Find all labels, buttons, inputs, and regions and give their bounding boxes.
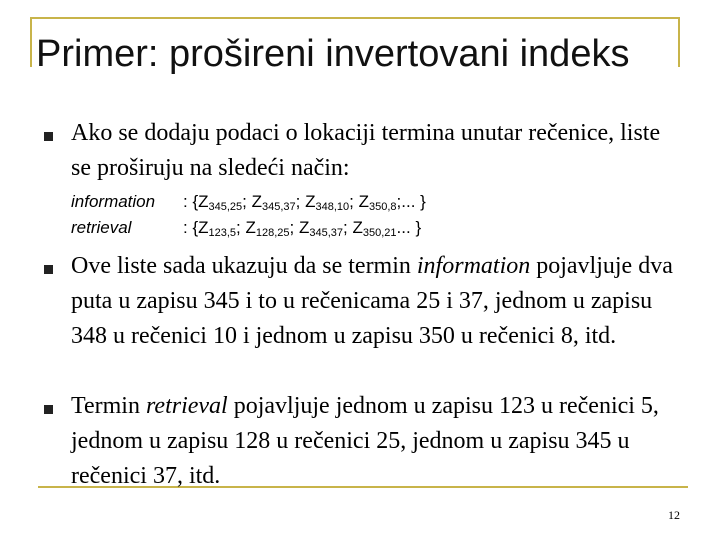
left-rule (30, 17, 32, 67)
posting-subscript: 345,37 (309, 227, 344, 239)
square-bullet-icon (44, 265, 53, 274)
posting-subscript: 128,25 (255, 227, 290, 239)
text-run: pojavljuje jednom u zapisu 123 u rečenici 5, jednom u zapisu 128 u rečenici 25, jednom u zapisu 345 u rečenici 37, itd. (71, 393, 659, 489)
text-run: Ove liste sada ukazuju da se termin (71, 253, 417, 279)
bullet-text-intro: Ako se dodaju podaci o lokaciji termina unutar rečenice, liste se proširuju na sledeći način: (71, 120, 661, 181)
posting-text: ; Z (295, 192, 316, 211)
posting-text: ; Z (343, 218, 363, 237)
posting-list (183, 189, 426, 215)
index-row-information (71, 189, 426, 215)
posting-subscript: 345,25 (208, 201, 243, 213)
text-run: Termin (71, 393, 146, 419)
top-rule (30, 17, 680, 19)
italic-term: information (416, 253, 531, 279)
posting-text: ; Z (236, 218, 256, 237)
posting-text: ; Z (242, 192, 263, 211)
posting-text: ... } (396, 218, 422, 237)
bullet-text-information (71, 249, 683, 354)
square-bullet-icon (44, 132, 53, 141)
posting-text: ; Z (349, 192, 370, 211)
posting-subscript: 350,21 (362, 227, 397, 239)
posting-text: ; Z (289, 218, 310, 237)
italic-term: retrieval (145, 393, 228, 419)
posting-subscript: 123,5 (208, 227, 237, 239)
page-number: 12 (668, 508, 680, 522)
index-term: retrieval (71, 218, 132, 237)
posting-subscript: 345,37 (262, 201, 296, 213)
posting-list (183, 215, 421, 241)
text-run: pojavljuje dva puta u zapisu 345 i to u rečenicama 25 i 37, jednom u zapisu 348 u rečenici 10 i jednom u zapisu 350 u rečenici 8, itd. (71, 253, 673, 349)
square-bullet-icon (44, 405, 53, 414)
posting-subscript: 350,8 (369, 201, 397, 213)
posting-subscript: 348,10 (315, 201, 350, 213)
index-row-retrieval (71, 215, 426, 241)
index-example (71, 189, 426, 241)
posting-text: : {Z (183, 192, 209, 211)
bullet-text-retrieval (71, 389, 683, 494)
index-term: information (71, 192, 156, 211)
posting-text: : {Z (183, 218, 209, 237)
right-rule (678, 17, 680, 67)
posting-text: ;... } (396, 192, 426, 211)
slide-title: Primer: prošireni invertovani indeks (36, 33, 630, 75)
